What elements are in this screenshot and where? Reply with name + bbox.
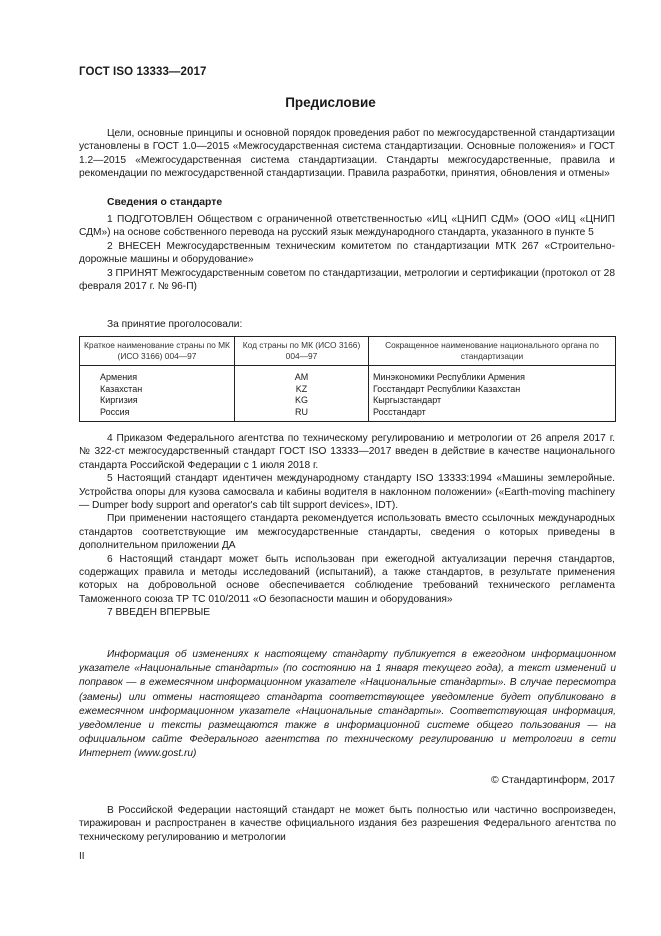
- table-cell-body: Росстандарт: [369, 407, 616, 422]
- table-cell-code: AM: [235, 366, 369, 384]
- table-cell-code: KZ: [235, 384, 369, 396]
- table-cell-body: Госстандарт Республики Казахстан: [369, 384, 616, 396]
- table-cell-country: Киргизия: [80, 395, 235, 407]
- info-item-1: 1 ПОДГОТОВЛЕН Обществом с ограниченной ответственностью «ИЦ «ЦНИП СДМ» (ООО «ИЦ «ЦНИП СДМ») на основе собственного перевода на русский язык международного стандарта, указанного в пункте 5: [79, 214, 615, 239]
- notice-paragraph: Информация об изменениях к настоящему стандарту публикуется в ежегодном информационном указателе «Национальные стандарты» (по состоянию на 1 января текущего года), а текст изменений и поправок — в ежемесячном информационном указателе «Национальные стандарты». В случае пересмотра (замены) или отмены настоящего стандарта соответствующее уведомление будет опубликовано в ежемесячном информационном указателе «Национальные стандарты». Соответствующая информация, уведомление и тексты размещаются также в информационной системе общего пользования — на официальном сайте Федерального агентства по техническому регулированию и метрологии в сети Интернет (www.gost.ru): [79, 649, 616, 760]
- table-cell-code: RU: [235, 407, 369, 422]
- info-item-5-note: При применении настоящего стандарта рекомендуется использовать вместо ссылочных международных стандартов соответствующие им межгосударственные стандарты, сведения о которых приведены в дополнительном приложении ДА: [79, 513, 615, 552]
- table-cell-body: Минэкономики Республики Армения: [369, 366, 616, 384]
- copyright-line: © Стандартинформ, 2017: [490, 775, 615, 786]
- table-cell-country: Россия: [80, 407, 235, 422]
- amendments-notice: [79, 648, 616, 762]
- info-item-4: 4 Приказом Федерального агентства по техническому регулированию и метрологии от 26 апреля 2017 г. № 322-ст межгосударственный стандарт ГОСТ ISO 13333—2017 введен в действие в качестве национального стандарта Российской Федерации с 1 июля 2018 г.: [79, 433, 615, 471]
- intro-block: [79, 127, 615, 181]
- info-item-2: 2 ВНЕСЕН Межгосударственным техническим комитетом по стандартизации МТК 267 «Строительно-дорожные машины и оборудование»: [79, 240, 615, 266]
- info-item-5: 5 Настоящий стандарт идентичен международному стандарту ISO 13333:1994 «Машины землеройные. Устройства опоры для кузова самосвала и кабины водителя в наклонном положении» («Earth-moving machinery — Dumper body support and operator's cab tilt support devices», IDT).: [79, 473, 615, 512]
- info-item-6: 6 Настоящий стандарт может быть использован при ежегодной актуализации перечня стандартов, содержащих правила и методы исследований (испытаний), а также стандартов, в результате применения которых на добровольной основе обеспечивается соблюдение требований технического регламента Таможенного союза ТР ТС 010/2011 «О безопасности машин и оборудования»: [79, 553, 615, 605]
- info-item-7: 7 ВВЕДЕН ВПЕРВЫЕ: [107, 607, 211, 619]
- voting-table: [79, 336, 616, 422]
- table-row: [80, 384, 616, 396]
- table-cell-country: Казахстан: [80, 384, 235, 396]
- table-cell-body: Кыргызстандарт: [369, 395, 616, 407]
- info-items-bottom: [79, 432, 615, 620]
- intro-paragraph: Цели, основные принципы и основной порядок проведения работ по межгосударственной стандартизации установлены в ГОСТ 1.0—2015 «Межгосударственная система стандартизации. Основные положения» и ГОСТ 1.2—2015 «Межгосударственная система стандартизации. Стандарты межгосударственные, правила и рекомендации по межгосударственной стандартизации. Правила разработки, принятия, обновления и отмены»: [79, 128, 615, 180]
- table-row: [80, 407, 616, 422]
- table-header-row: [80, 337, 616, 366]
- table-row: [80, 395, 616, 407]
- vote-caption: За принятие проголосовали:: [107, 319, 243, 330]
- vote-caption-block: [79, 318, 615, 331]
- page-number: II: [79, 851, 85, 862]
- document-header: ГОСТ ISO 13333—2017: [79, 66, 207, 78]
- info-item-3: 3 ПРИНЯТ Межгосударственным советом по стандартизации, метрологии и сертификации (протокол от 28 февраля 2017 г. № 96-П): [79, 267, 615, 293]
- table-cell-country: Армения: [80, 366, 235, 384]
- rights-paragraph: В Российской Федерации настоящий стандарт не может быть полностью или частично воспроизведен, тиражирован и распространен в качестве официального издания без разрешения Федерального агентства по техническому регулированию и метрологии: [79, 805, 616, 843]
- info-items-top: [79, 213, 615, 293]
- section-subheading: Сведения о стандарте: [107, 197, 223, 208]
- table-cell-code: KG: [235, 395, 369, 407]
- page-title: Предисловие: [285, 95, 376, 110]
- rights-block: [79, 804, 616, 844]
- table-header-code: Код страны по МК (ИСО 3166) 004—97: [235, 337, 369, 366]
- table-header-country: Краткое наименование страны по МК (ИСО 3166) 004—97: [80, 337, 235, 366]
- table-row: [80, 366, 616, 384]
- table-header-body: Сокращенное наименование национального органа по стандартизации: [369, 337, 616, 366]
